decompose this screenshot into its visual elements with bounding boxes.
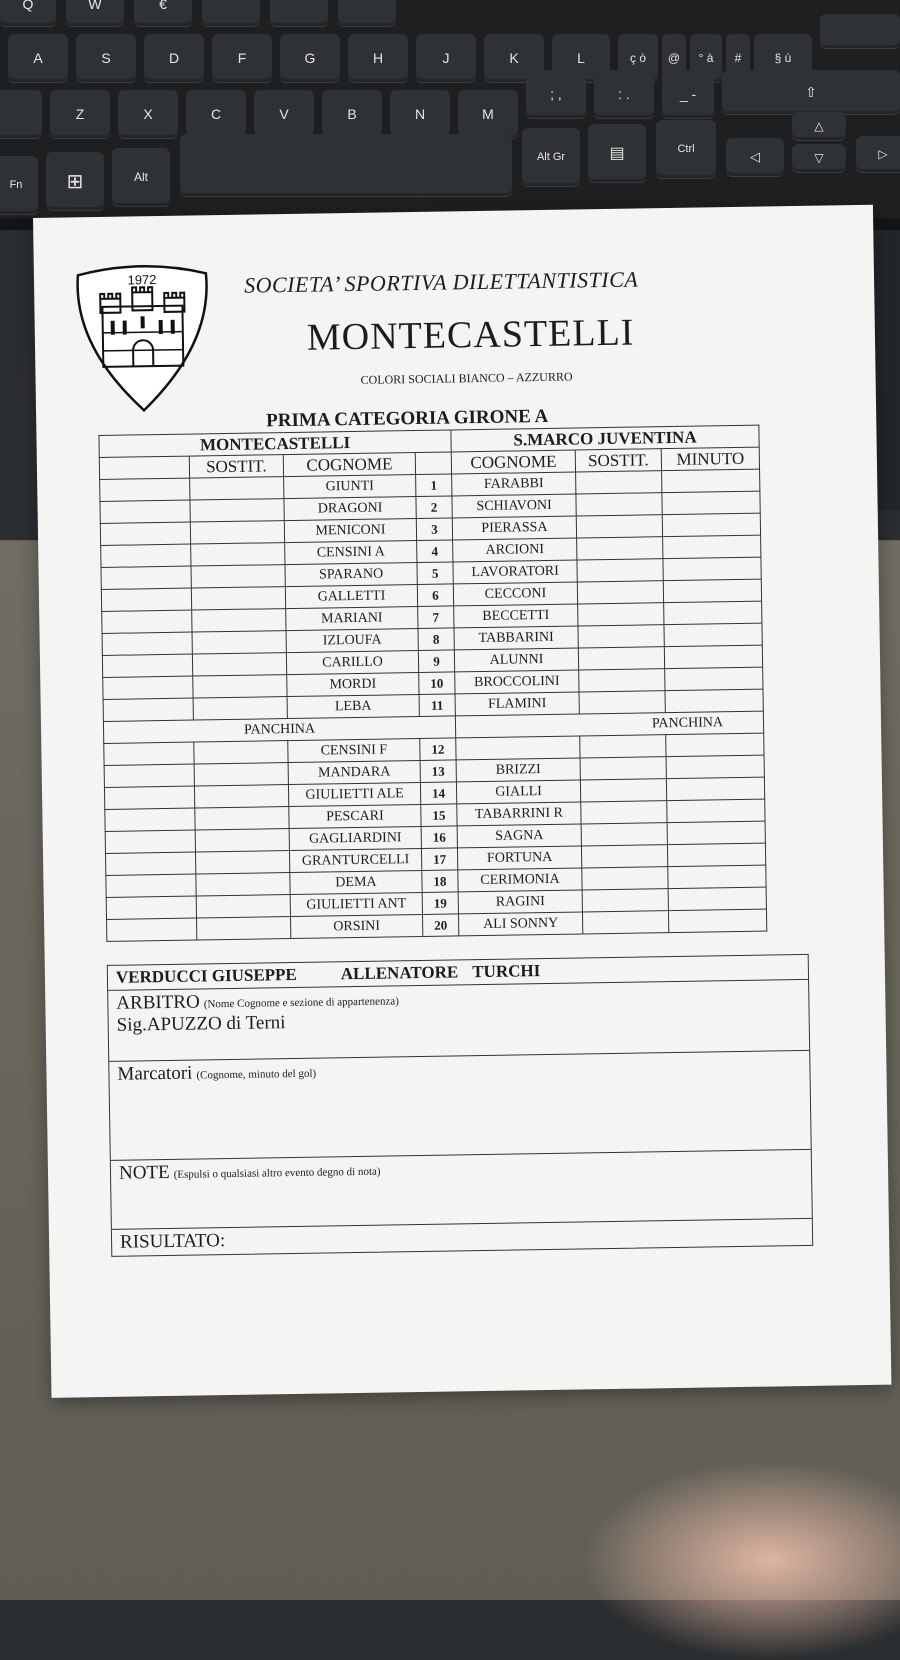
home-team-name: MONTECASTELLI bbox=[99, 430, 451, 458]
home-sostit-cell bbox=[104, 764, 194, 787]
home-sostit2-cell bbox=[192, 653, 286, 676]
away-sostit-cell bbox=[581, 801, 667, 824]
away-sostit-cell bbox=[581, 845, 667, 868]
home-sostit2-cell bbox=[190, 521, 284, 544]
away-player-cell: ALUNNI bbox=[454, 648, 578, 672]
shirt-number-cell: 2 bbox=[416, 496, 452, 519]
light-glare bbox=[580, 1460, 900, 1660]
key-c bbox=[186, 90, 246, 138]
key-w bbox=[66, 0, 124, 26]
home-sostit2-cell bbox=[194, 785, 288, 808]
home-sostit2-cell bbox=[196, 873, 290, 896]
away-sostit-cell bbox=[582, 911, 668, 934]
key-r bbox=[202, 0, 260, 26]
starters-table bbox=[98, 425, 767, 942]
key-minus bbox=[662, 70, 714, 118]
home-player-cell: MARIANI bbox=[286, 607, 418, 631]
home-sostit-cell bbox=[106, 874, 196, 897]
home-coach: VERDUCCI GIUSEPPE bbox=[115, 964, 297, 987]
key-q bbox=[0, 0, 56, 26]
home-sostit-cell bbox=[102, 632, 192, 655]
home-sostit-cell bbox=[102, 654, 192, 677]
away-minuto-cell bbox=[668, 909, 766, 933]
home-sostit-cell bbox=[104, 786, 194, 809]
home-sostit-cell bbox=[105, 808, 195, 831]
crest-year: 1972 bbox=[127, 272, 157, 288]
away-player-cell: TABARRINI R bbox=[457, 802, 581, 826]
key-e bbox=[134, 0, 192, 26]
starters-body bbox=[100, 469, 764, 721]
home-sostit2-cell bbox=[190, 499, 284, 522]
away-sostit-cell bbox=[578, 603, 664, 626]
key-m bbox=[458, 90, 518, 138]
home-player-cell: DEMA bbox=[290, 870, 422, 894]
away-player-cell: SAGNA bbox=[457, 824, 581, 848]
key-label: @ bbox=[667, 51, 681, 65]
shirt-number-cell: 19 bbox=[422, 892, 458, 915]
away-player-cell: ARCIONI bbox=[453, 538, 577, 562]
away-minuto-cell bbox=[662, 469, 760, 493]
arbitro-row bbox=[108, 980, 809, 1062]
key-label: J bbox=[442, 50, 450, 66]
away-minuto-cell bbox=[664, 645, 762, 669]
header-away-sostit: SOSTIT. bbox=[575, 449, 661, 472]
key-arrow-left bbox=[726, 138, 784, 176]
key-shift-right bbox=[722, 70, 900, 114]
away-player-cell: BECCETTI bbox=[454, 604, 578, 628]
shirt-number-cell: 17 bbox=[421, 848, 457, 871]
key-j bbox=[416, 34, 476, 82]
away-minuto-cell bbox=[668, 865, 766, 889]
home-player-cell: GIULIETTI ANT bbox=[290, 892, 422, 916]
shirt-number-cell: 4 bbox=[417, 540, 453, 563]
key-x bbox=[118, 90, 178, 138]
away-sostit-cell bbox=[581, 823, 667, 846]
shirt-number-cell: 8 bbox=[418, 628, 454, 651]
key-label: W bbox=[88, 0, 102, 12]
away-player-cell: GIALLI bbox=[456, 780, 580, 804]
key-label: F bbox=[237, 50, 247, 66]
shirt-number-cell: 14 bbox=[420, 782, 456, 805]
home-sostit-cell bbox=[103, 698, 193, 721]
laptop-keyboard bbox=[0, 0, 900, 230]
key-ctrl bbox=[656, 120, 716, 178]
home-sostit2-cell bbox=[193, 697, 287, 720]
risultato-label: RISULTATO: bbox=[119, 1230, 226, 1253]
key-alt bbox=[112, 148, 170, 206]
away-minuto-cell bbox=[665, 667, 763, 691]
home-sostit-cell bbox=[104, 742, 194, 765]
key-label: Fn bbox=[9, 179, 23, 191]
home-player-cell: GALLETTI bbox=[285, 585, 417, 609]
shirt-number-cell: 1 bbox=[416, 474, 452, 497]
home-player-cell: MENICONI bbox=[284, 519, 416, 543]
home-sostit-cell bbox=[102, 610, 192, 633]
away-minuto-cell bbox=[665, 689, 763, 713]
home-sostit2-cell bbox=[195, 851, 289, 874]
key-shift-left bbox=[0, 90, 42, 138]
key-label: L bbox=[577, 50, 585, 66]
key-label: : . bbox=[618, 86, 630, 102]
key-label: ⇧ bbox=[805, 83, 817, 100]
key-comma bbox=[526, 70, 586, 118]
away-minuto-cell bbox=[667, 799, 765, 823]
key-label: N bbox=[414, 106, 426, 122]
club-colors: COLORI SOCIALI BIANCO – AZZURRO bbox=[360, 369, 573, 387]
marcatori-hint: (Cognome, minuto del gol) bbox=[196, 1067, 317, 1082]
club-type: SOCIETA’ SPORTIVA DILETTANTISTICA bbox=[243, 266, 639, 298]
away-player-cell: CERIMONIA bbox=[458, 868, 582, 892]
key-y bbox=[338, 0, 396, 26]
home-sostit2-cell bbox=[192, 609, 286, 632]
home-player-cell: CENSINI A bbox=[285, 541, 417, 565]
key-space bbox=[180, 134, 512, 196]
away-minuto-cell bbox=[662, 513, 760, 537]
key-label: V bbox=[279, 106, 289, 122]
away-minuto-cell bbox=[668, 887, 766, 911]
arrow-down-icon: ▽ bbox=[814, 151, 824, 165]
key-label: X bbox=[143, 106, 153, 122]
menu-icon: ▤ bbox=[609, 145, 625, 162]
away-player-cell: FLAMINI bbox=[455, 692, 579, 716]
key-label: K bbox=[509, 50, 519, 66]
away-player-cell: LAVORATORI bbox=[453, 560, 577, 584]
home-sostit-cell bbox=[101, 588, 191, 611]
key-fn bbox=[0, 156, 38, 214]
key-alt-gr bbox=[522, 128, 580, 186]
shirt-number-cell: 10 bbox=[419, 672, 455, 695]
key-h bbox=[348, 34, 408, 82]
key-n bbox=[390, 90, 450, 138]
away-player-cell: RAGINI bbox=[458, 890, 582, 914]
home-sostit-cell bbox=[106, 896, 196, 919]
shirt-number-cell: 3 bbox=[416, 518, 452, 541]
home-player-cell: CENSINI F bbox=[288, 738, 420, 762]
away-coach: TURCHI bbox=[472, 961, 541, 982]
key-label: S bbox=[101, 50, 111, 66]
home-sostit-cell bbox=[100, 478, 190, 501]
header-away-cognome: COGNOME bbox=[451, 450, 575, 474]
key-label: Alt bbox=[133, 170, 148, 184]
away-player-cell: TABBARINI bbox=[454, 626, 578, 650]
key-label: ç ò bbox=[629, 51, 646, 65]
key-v bbox=[254, 90, 314, 138]
away-minuto-cell bbox=[666, 733, 764, 757]
key-arrow-up: △ bbox=[792, 112, 846, 140]
away-sostit-cell bbox=[578, 647, 664, 670]
away-sostit-cell bbox=[576, 515, 662, 538]
coach-label: ALLENATORE bbox=[340, 962, 459, 984]
windows-icon: ⊞ bbox=[66, 170, 84, 193]
key-z bbox=[50, 90, 110, 138]
key-label: D bbox=[168, 50, 180, 66]
home-sostit2-cell bbox=[190, 477, 284, 500]
key-menu bbox=[588, 124, 646, 182]
key-arrow-right bbox=[856, 136, 900, 172]
home-player-cell: CARILLO bbox=[286, 651, 418, 675]
away-minuto-cell bbox=[667, 821, 765, 845]
header-home-cognome: COGNOME bbox=[283, 453, 415, 477]
away-player-cell: BRIZZI bbox=[456, 758, 580, 782]
shirt-number-cell: 6 bbox=[417, 584, 453, 607]
key-label: M bbox=[482, 106, 494, 122]
away-player-cell: FARABBI bbox=[452, 472, 576, 496]
away-panchina-label: PANCHINA bbox=[455, 711, 763, 738]
home-sostit-cell bbox=[105, 852, 195, 875]
away-minuto-cell bbox=[666, 755, 764, 779]
shirt-number-cell: 7 bbox=[418, 606, 454, 629]
key-label: Alt Gr bbox=[536, 151, 566, 163]
away-minuto-cell bbox=[663, 557, 761, 581]
shirt-number-cell: 12 bbox=[420, 738, 456, 761]
header-away-minuto: MINUTO bbox=[661, 447, 759, 471]
home-sostit-cell bbox=[101, 566, 191, 589]
key-b bbox=[322, 90, 382, 138]
club-name: MONTECASTELLI bbox=[306, 311, 635, 359]
away-sostit-cell bbox=[580, 757, 666, 780]
away-sostit-cell bbox=[580, 735, 666, 758]
note-hint: (Espulsi o qualsiasi altro evento degno di nota) bbox=[173, 1165, 381, 1181]
away-minuto-cell bbox=[663, 579, 761, 603]
away-sostit-cell bbox=[577, 559, 663, 582]
key-label: Q bbox=[22, 0, 34, 12]
home-sostit2-cell bbox=[196, 895, 290, 918]
key-d bbox=[144, 34, 204, 82]
home-sostit2-cell bbox=[195, 829, 289, 852]
note-label: NOTE bbox=[118, 1161, 170, 1184]
home-player-cell: DRAGONI bbox=[284, 497, 416, 521]
arbitro-hint: (Nome Cognome e sezione di appartenenza) bbox=[203, 995, 400, 1011]
shirt-number-cell: 15 bbox=[421, 804, 457, 827]
away-minuto-cell bbox=[662, 491, 760, 515]
shirt-number-cell: 16 bbox=[421, 826, 457, 849]
away-player-cell: PIERASSA bbox=[452, 516, 576, 540]
key-label: # bbox=[734, 51, 742, 65]
header-number bbox=[415, 452, 451, 475]
arrow-left-icon: ◁ bbox=[750, 149, 760, 164]
home-sostit-cell bbox=[100, 522, 190, 545]
key-period bbox=[594, 70, 654, 118]
key-label: C bbox=[210, 106, 222, 122]
key-windows bbox=[46, 152, 104, 210]
away-player-cell: BROCCOLINI bbox=[455, 670, 579, 694]
home-player-cell: PESCARI bbox=[289, 804, 421, 828]
away-player-cell: ALI SONNY bbox=[458, 912, 582, 936]
key-label: ; , bbox=[550, 86, 562, 102]
home-sostit-cell bbox=[100, 500, 190, 523]
home-sostit2-cell bbox=[192, 631, 286, 654]
away-team-name: S.MARCO JUVENTINA bbox=[451, 425, 759, 452]
note-row bbox=[111, 1150, 812, 1230]
away-player-cell bbox=[456, 736, 580, 760]
arbitro-value: Sig.APUZZO di Terni bbox=[116, 1012, 286, 1036]
key-s bbox=[76, 34, 136, 82]
away-sostit-cell bbox=[577, 581, 663, 604]
home-sostit-cell bbox=[107, 918, 197, 941]
away-minuto-cell bbox=[664, 601, 762, 625]
shirt-number-cell: 18 bbox=[422, 870, 458, 893]
key-label: ° à bbox=[698, 51, 714, 65]
home-sostit2-cell bbox=[195, 807, 289, 830]
key-f bbox=[212, 34, 272, 82]
category-title: PRIMA CATEGORIA GIRONE A bbox=[266, 405, 549, 432]
match-sheet bbox=[33, 205, 891, 1398]
home-player-cell: IZLOUFA bbox=[286, 629, 418, 653]
key-label: € bbox=[159, 0, 167, 12]
home-panchina-label: PANCHINA bbox=[103, 716, 455, 744]
key-label: Z bbox=[75, 106, 85, 122]
away-sostit-cell bbox=[576, 493, 662, 516]
home-player-cell: MORDI bbox=[287, 672, 419, 696]
away-sostit-cell bbox=[578, 625, 664, 648]
home-sostit-cell bbox=[101, 544, 191, 567]
home-sostit2-cell bbox=[191, 565, 285, 588]
key-label: § ù bbox=[774, 51, 792, 65]
key-label: Ctrl bbox=[677, 143, 695, 155]
home-player-cell: GIULIETTI ALE bbox=[288, 782, 420, 806]
key-a bbox=[8, 34, 68, 82]
home-sostit-cell bbox=[105, 830, 195, 853]
away-sostit-cell bbox=[582, 867, 668, 890]
home-sostit-cell bbox=[103, 676, 193, 699]
key-label: _ - bbox=[679, 86, 697, 102]
home-sostit2-cell bbox=[193, 675, 287, 698]
away-sostit-cell bbox=[577, 537, 663, 560]
shirt-number-cell: 11 bbox=[419, 694, 455, 717]
footer-block bbox=[107, 954, 813, 1257]
shirt-number-cell: 20 bbox=[422, 914, 458, 937]
home-player-cell: LEBA bbox=[287, 694, 419, 718]
key-label: H bbox=[372, 50, 384, 66]
key-enter bbox=[820, 14, 900, 48]
away-player-cell: FORTUNA bbox=[457, 846, 581, 870]
away-minuto-cell bbox=[667, 843, 765, 867]
shirt-number-cell: 5 bbox=[417, 562, 453, 585]
home-sostit2-cell bbox=[194, 741, 288, 764]
shirt-number-cell: 9 bbox=[418, 650, 454, 673]
shirt-number-cell: 13 bbox=[420, 760, 456, 783]
away-sostit-cell bbox=[579, 691, 665, 714]
header-empty bbox=[99, 456, 189, 479]
bench-body bbox=[104, 733, 767, 941]
away-player-cell: SCHIAVONI bbox=[452, 494, 576, 518]
key-g bbox=[280, 34, 340, 82]
home-player-cell: GIUNTI bbox=[284, 475, 416, 499]
key-label: G bbox=[304, 50, 316, 66]
home-player-cell: SPARANO bbox=[285, 563, 417, 587]
away-minuto-cell bbox=[663, 535, 761, 559]
home-player-cell: MANDARA bbox=[288, 760, 420, 784]
home-sostit2-cell bbox=[191, 587, 285, 610]
header-home-sostit: SOSTIT. bbox=[189, 455, 283, 478]
home-player-cell: ORSINI bbox=[291, 914, 423, 938]
marcatori-label: Marcatori bbox=[117, 1062, 193, 1085]
home-sostit2-cell bbox=[194, 763, 288, 786]
key-label: B bbox=[347, 106, 357, 122]
away-player-cell: CECCONI bbox=[453, 582, 577, 606]
away-sostit-cell bbox=[582, 889, 668, 912]
arbitro-label: ARBITRO bbox=[116, 991, 200, 1014]
away-sostit-cell bbox=[576, 471, 662, 494]
home-player-cell: GAGLIARDINI bbox=[289, 826, 421, 850]
key-t bbox=[270, 0, 328, 26]
away-sostit-cell bbox=[580, 779, 666, 802]
castle-crest-icon bbox=[72, 253, 214, 415]
arrow-right-icon: ▷ bbox=[878, 147, 888, 161]
key-label: A bbox=[33, 50, 43, 66]
home-player-cell: GRANTURCELLI bbox=[289, 848, 421, 872]
away-sostit-cell bbox=[579, 669, 665, 692]
key-arrow-down bbox=[792, 144, 846, 172]
home-sostit2-cell bbox=[197, 917, 291, 940]
marcatori-row bbox=[109, 1051, 810, 1161]
away-minuto-cell bbox=[666, 777, 764, 801]
home-sostit2-cell bbox=[191, 543, 285, 566]
away-minuto-cell bbox=[664, 623, 762, 647]
